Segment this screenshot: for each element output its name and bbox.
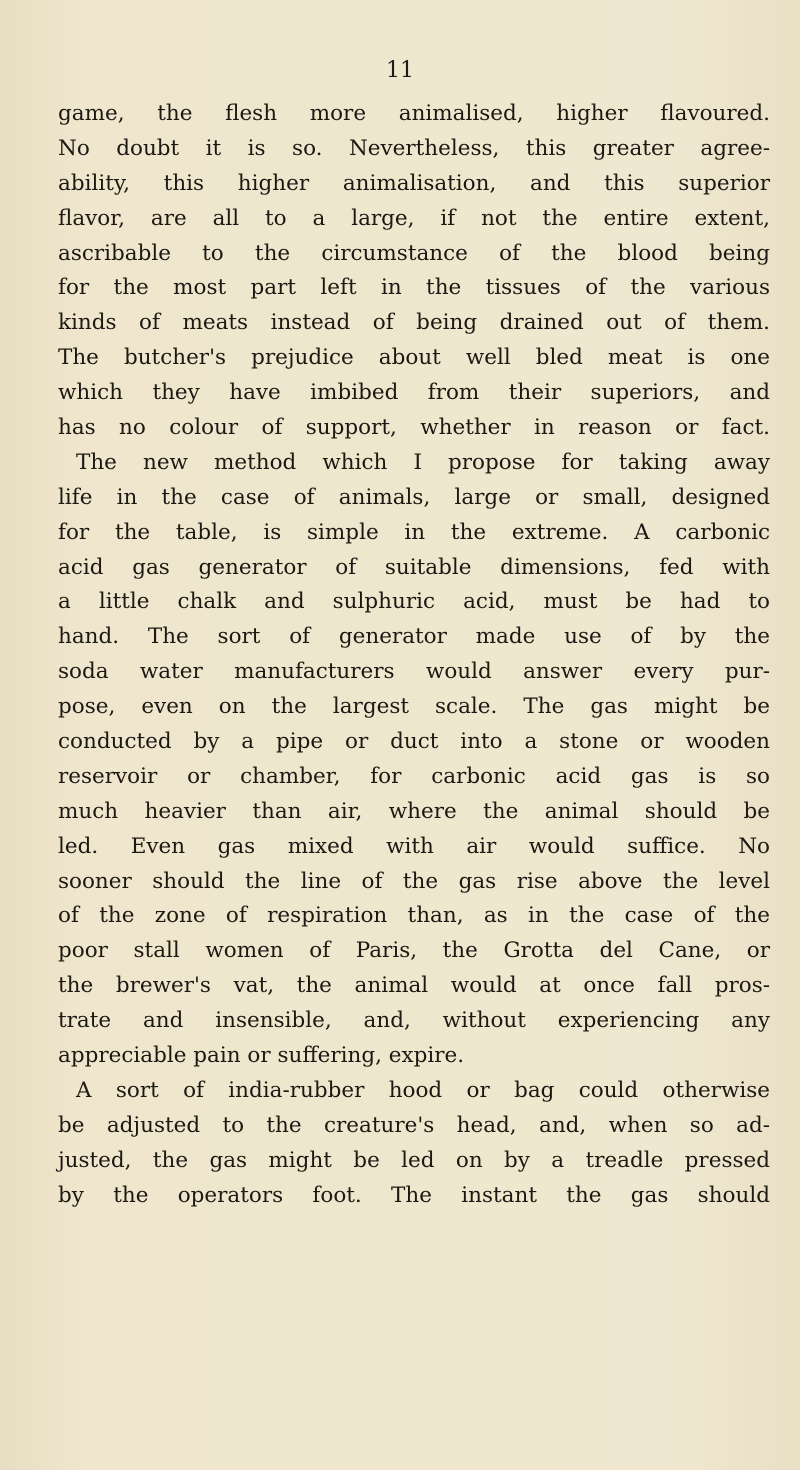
text-line: for the most part left in the tissues of the various xyxy=(58,275,770,301)
text-line: acid gas generator of suitable dimensions, fed with xyxy=(58,554,770,580)
text-line: much heavier than air, where the animal should be xyxy=(58,798,770,824)
text-line: kinds of meats instead of being drained out of them. xyxy=(58,310,770,336)
text-line: A sort of india-rubber hood or bag could otherwise xyxy=(76,1077,770,1103)
text-line: No doubt it is so. Nevertheless, this greater agree- xyxy=(58,135,770,161)
page-number: 11 xyxy=(386,58,414,83)
text-line: has no colour of support, whether in reason or fact. xyxy=(58,415,770,441)
text-line: trate and insensible, and, without experiencing any xyxy=(58,1008,770,1034)
text-line: for the table, is simple in the extreme. A carbonic xyxy=(58,519,770,545)
text-line: appreciable pain or suffering, expire. xyxy=(58,1043,465,1069)
text-line: a little chalk and sulphuric acid, must be had to xyxy=(58,589,770,615)
text-line: by the operators foot. The instant the gas should xyxy=(58,1182,770,1208)
text-line: poor stall women of Paris, the Grotta del Cane, or xyxy=(58,938,770,964)
text-line: ability, this higher animalisation, and this superior xyxy=(58,170,770,196)
text-line: of the zone of respiration than, as in the case of the xyxy=(58,903,770,929)
text-line: flavor, are all to a large, if not the entire extent, xyxy=(58,205,770,231)
text-line: the brewer's vat, the animal would at once fall pros- xyxy=(58,973,770,999)
text-line: reservoir or chamber, for carbonic acid gas is so xyxy=(58,763,770,789)
text-line: conducted by a pipe or duct into a stone or wooden xyxy=(58,729,770,755)
text-line: hand. The sort of generator made use of by the xyxy=(58,624,770,650)
text-line: pose, even on the largest scale. The gas might be xyxy=(58,694,770,720)
text-line: led. Even gas mixed with air would suffice. No xyxy=(58,833,770,859)
text-line: The new method which I propose for taking away xyxy=(76,449,770,475)
text-line: life in the case of animals, large or small, designed xyxy=(58,484,770,510)
text-line: be adjusted to the creature's head, and, when so ad- xyxy=(58,1112,770,1138)
text-line: which they have imbibed from their superiors, and xyxy=(58,380,770,406)
text-line: The butcher's prejudice about well bled meat is one xyxy=(58,345,770,371)
body-text xyxy=(58,97,770,1214)
text-line: ascribable to the circumstance of the blood being xyxy=(58,240,770,266)
text-line: soda water manufacturers would answer every pur- xyxy=(58,659,770,685)
text-line: justed, the gas might be led on by a treadle pressed xyxy=(58,1147,770,1173)
text-line: game, the flesh more animalised, higher flavoured. xyxy=(58,101,770,126)
text-line: sooner should the line of the gas rise above the level xyxy=(58,868,770,894)
